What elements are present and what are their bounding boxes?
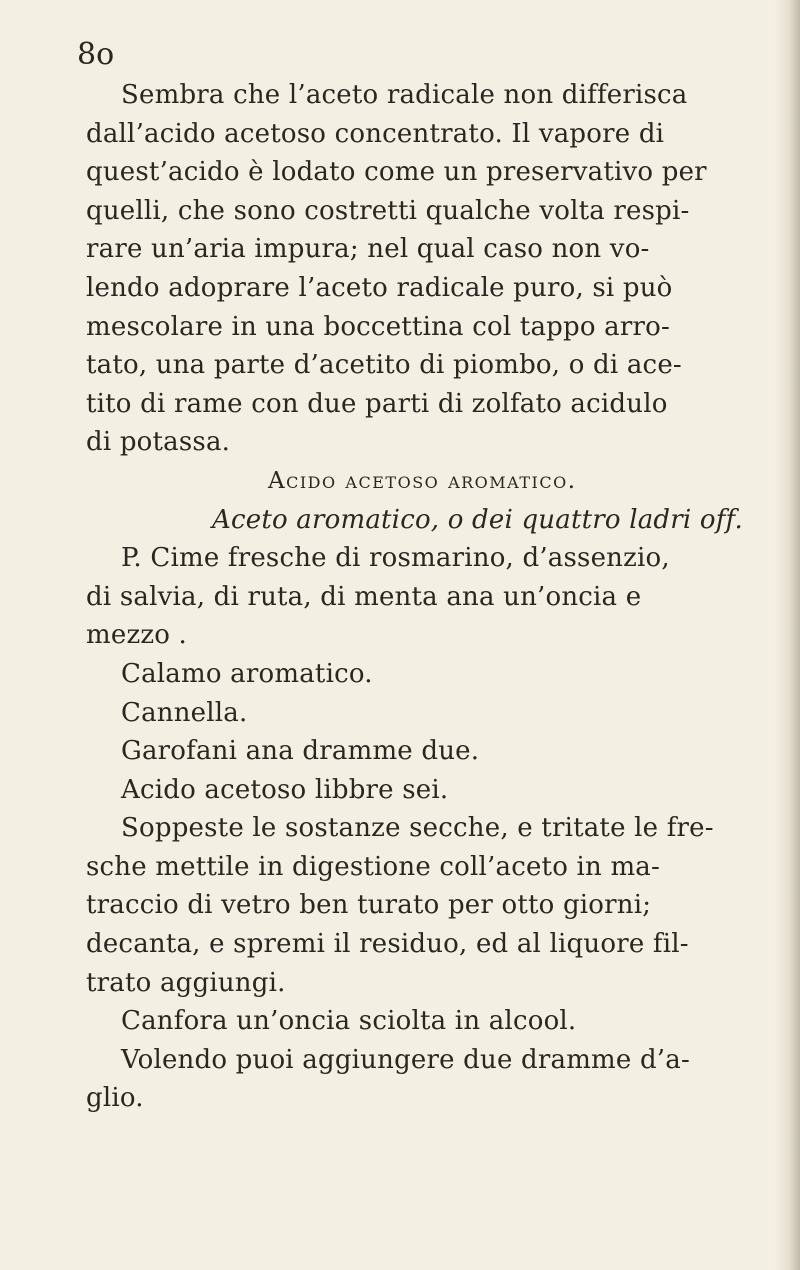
text-line: di potassa. [86, 427, 231, 458]
recipe-line: Soppeste le sostanze secche, e tritate le fre- [121, 813, 714, 844]
text-line: quest’acido è lodato come un preservativo per [86, 157, 707, 188]
recipe-line: mezzo . [86, 620, 188, 651]
text-line: dall’acido acetoso concentrato. Il vapore di [86, 118, 665, 149]
page-text [86, 76, 746, 1118]
recipe-line: Calamo aromatico. [121, 658, 373, 689]
text-line: rare un’aria impura; nel qual caso non vo- [86, 234, 650, 265]
recipe-line: glio. [86, 1083, 144, 1114]
recipe-line: di salvia, di ruta, di menta ana un’oncia e [86, 581, 642, 612]
recipe-line: Volendo puoi aggiungere due dramme d’a- [121, 1044, 690, 1075]
text-line: quelli, che sono costretti qualche volta respi- [86, 195, 690, 226]
page-edge-shadow [774, 0, 800, 1270]
recipe-line: Cannella. [121, 697, 248, 728]
page-number: 8o [77, 37, 115, 72]
recipe-line: traccio di vetro ben turato per otto giorni; [86, 890, 652, 921]
recipe-line: Acido acetoso libbre sei. [121, 774, 449, 805]
recipe-line: decanta, e spremi il residuo, ed al liquore fil- [86, 929, 689, 960]
recipe-line: Garofani ana dramme due. [121, 736, 480, 767]
recipe-line: sche mettile in digestione coll’aceto in ma- [86, 851, 660, 882]
text-line: mescolare in una boccettina col tappo arro- [86, 311, 670, 342]
text-line: tato, una parte d’acetito di piombo, o di ace- [86, 350, 682, 381]
text-line: lendo adoprare l’aceto radicale puro, si può [86, 272, 673, 303]
section-subheading: Aceto aromatico, o dei quattro ladri off. [212, 504, 743, 535]
section-heading: Acido acetoso aromatico. [268, 467, 577, 494]
text-line: tito di rame con due parti di zolfato acidulo [86, 388, 668, 419]
text-line: Sembra che l’aceto radicale non differisca [121, 80, 688, 110]
recipe-line: trato aggiungi. [86, 967, 286, 998]
recipe-line: Canfora un’oncia sciolta in alcool. [121, 1006, 577, 1037]
recipe-line: P. Cime fresche di rosmarino, d’assenzio, [121, 543, 670, 574]
